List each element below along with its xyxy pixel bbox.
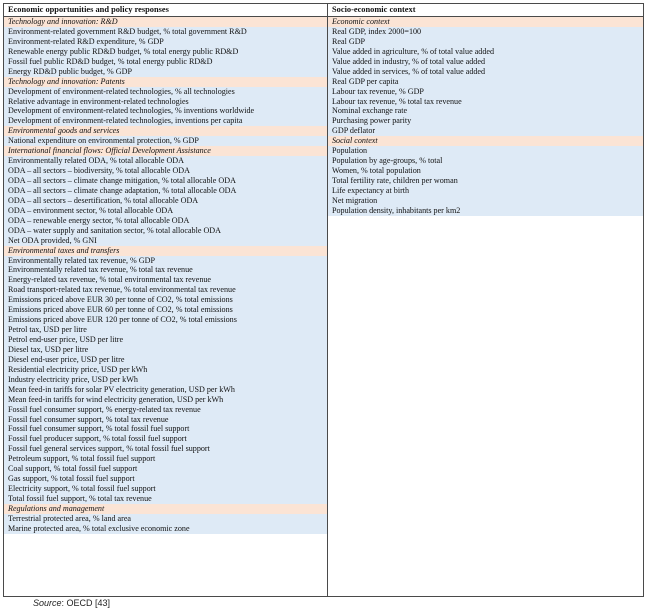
section-title: Environmental goods and services <box>4 126 327 136</box>
indicator-row: Environmentally related tax revenue, % GDP <box>4 256 327 266</box>
indicator-row: Environment-related R&D expenditure, % GDP <box>4 37 327 47</box>
indicator-row: Real GDP <box>328 37 643 47</box>
indicator-row: Value added in industry, % of total value added <box>328 57 643 67</box>
indicator-row: Fossil fuel general services support, % total fossil fuel support <box>4 444 327 454</box>
indicator-row: Purchasing power parity <box>328 116 643 126</box>
indicator-row: Environment-related government R&D budget, % total government R&D <box>4 27 327 37</box>
indicator-row: Diesel end-user price, USD per litre <box>4 355 327 365</box>
indicator-row: Net migration <box>328 196 643 206</box>
indicator-row: Petroleum support, % total fossil fuel support <box>4 454 327 464</box>
left-column <box>4 4 328 596</box>
indicator-row: GDP deflator <box>328 126 643 136</box>
indicator-row: Environmentally related ODA, % total allocable ODA <box>4 156 327 166</box>
source-note <box>33 598 110 608</box>
left-column-body <box>4 17 327 534</box>
indicator-row: Gas support, % total fossil fuel support <box>4 474 327 484</box>
indicator-row: Terrestrial protected area, % land area <box>4 514 327 524</box>
indicator-row: Total fossil fuel support, % total tax revenue <box>4 494 327 504</box>
indicator-row: Emissions priced above EUR 60 per tonne of CO2, % total emissions <box>4 305 327 315</box>
indicator-row: Fossil fuel producer support, % total fossil fuel support <box>4 434 327 444</box>
indicator-row: Fossil fuel public RD&D budget, % total energy public RD&D <box>4 57 327 67</box>
indicator-row: Fossil fuel consumer support, % total tax revenue <box>4 415 327 425</box>
right-column-header: Socio-economic context <box>328 4 643 17</box>
indicator-row: Marine protected area, % total exclusive economic zone <box>4 524 327 534</box>
section-title: Technology and innovation: R&D <box>4 17 327 27</box>
indicator-row: Population by age-groups, % total <box>328 156 643 166</box>
indicator-row: ODA – renewable energy sector, % total allocable ODA <box>4 216 327 226</box>
indicator-row: Nominal exchange rate <box>328 106 643 116</box>
indicator-row: ODA – all sectors – desertification, % total allocable ODA <box>4 196 327 206</box>
indicator-row: Electricity support, % total fossil fuel support <box>4 484 327 494</box>
section-title: Social context <box>328 136 643 146</box>
indicator-row: Energy RD&D public budget, % GDP <box>4 67 327 77</box>
indicator-row: Development of environment-related technologies, % all technologies <box>4 87 327 97</box>
indicator-row: Fossil fuel consumer support, % total fossil fuel support <box>4 424 327 434</box>
indicator-row: Value added in agriculture, % of total value added <box>328 47 643 57</box>
indicator-row: Population density, inhabitants per km2 <box>328 206 643 216</box>
indicator-row: Development of environment-related technologies, inventions per capita <box>4 116 327 126</box>
indicator-row: Coal support, % total fossil fuel support <box>4 464 327 474</box>
indicator-row: ODA – all sectors – climate change mitigation, % total allocable ODA <box>4 176 327 186</box>
indicator-row: Value added in services, % of total value added <box>328 67 643 77</box>
indicator-row: ODA – all sectors – biodiversity, % total allocable ODA <box>4 166 327 176</box>
indicator-row: Mean feed-in tariffs for wind electricity generation, USD per kWh <box>4 395 327 405</box>
indicator-row: Fossil fuel consumer support, % energy-related tax revenue <box>4 405 327 415</box>
indicator-table <box>3 3 644 597</box>
indicator-row: Total fertility rate, children per woman <box>328 176 643 186</box>
right-column <box>328 4 643 222</box>
indicator-row: Net ODA provided, % GNI <box>4 236 327 246</box>
indicator-row: National expenditure on environmental protection, % GDP <box>4 136 327 146</box>
indicator-row: Petrol end-user price, USD per litre <box>4 335 327 345</box>
indicator-row: Industry electricity price, USD per kWh <box>4 375 327 385</box>
indicator-row: ODA – environment sector, % total allocable ODA <box>4 206 327 216</box>
indicator-row: Petrol tax, USD per litre <box>4 325 327 335</box>
left-column-header: Economic opportunities and policy responses <box>4 4 327 17</box>
indicator-row: Real GDP per capita <box>328 77 643 87</box>
indicator-row: Labour tax revenue, % GDP <box>328 87 643 97</box>
indicator-row: Residential electricity price, USD per kWh <box>4 365 327 375</box>
indicator-row: Emissions priced above EUR 30 per tonne of CO2, % total emissions <box>4 295 327 305</box>
indicator-row: Women, % total population <box>328 166 643 176</box>
section-title: International financial flows: Official Development Assistance <box>4 146 327 156</box>
section-title: Regulations and management <box>4 504 327 514</box>
indicator-row: Mean feed-in tariffs for solar PV electricity generation, USD per kWh <box>4 385 327 395</box>
indicator-row: Energy-related tax revenue, % total environmental tax revenue <box>4 275 327 285</box>
indicator-row: Emissions priced above EUR 120 per tonne of CO2, % total emissions <box>4 315 327 325</box>
source-label: Source <box>33 598 62 608</box>
indicator-row: Road transport-related tax revenue, % total environmental tax revenue <box>4 285 327 295</box>
indicator-row: ODA – all sectors – climate change adaptation, % total allocable ODA <box>4 186 327 196</box>
source-text: : OECD [43] <box>61 598 111 608</box>
indicator-row: Labour tax revenue, % total tax revenue <box>328 97 643 107</box>
indicator-row: Environmentally related tax revenue, % total tax revenue <box>4 265 327 275</box>
indicator-row: Population <box>328 146 643 156</box>
indicator-row: ODA – water supply and sanitation sector, % total allocable ODA <box>4 226 327 236</box>
indicator-row: Real GDP, index 2000=100 <box>328 27 643 37</box>
indicator-row: Relative advantage in environment-related technologies <box>4 97 327 107</box>
section-title: Technology and innovation: Patents <box>4 77 327 87</box>
indicator-row: Development of environment-related technologies, % inventions worldwide <box>4 106 327 116</box>
indicator-row: Diesel tax, USD per litre <box>4 345 327 355</box>
section-title: Environmental taxes and transfers <box>4 246 327 256</box>
right-column-body <box>328 17 643 216</box>
indicator-row: Renewable energy public RD&D budget, % total energy public RD&D <box>4 47 327 57</box>
section-title: Economic context <box>328 17 643 27</box>
indicator-row: Life expectancy at birth <box>328 186 643 196</box>
